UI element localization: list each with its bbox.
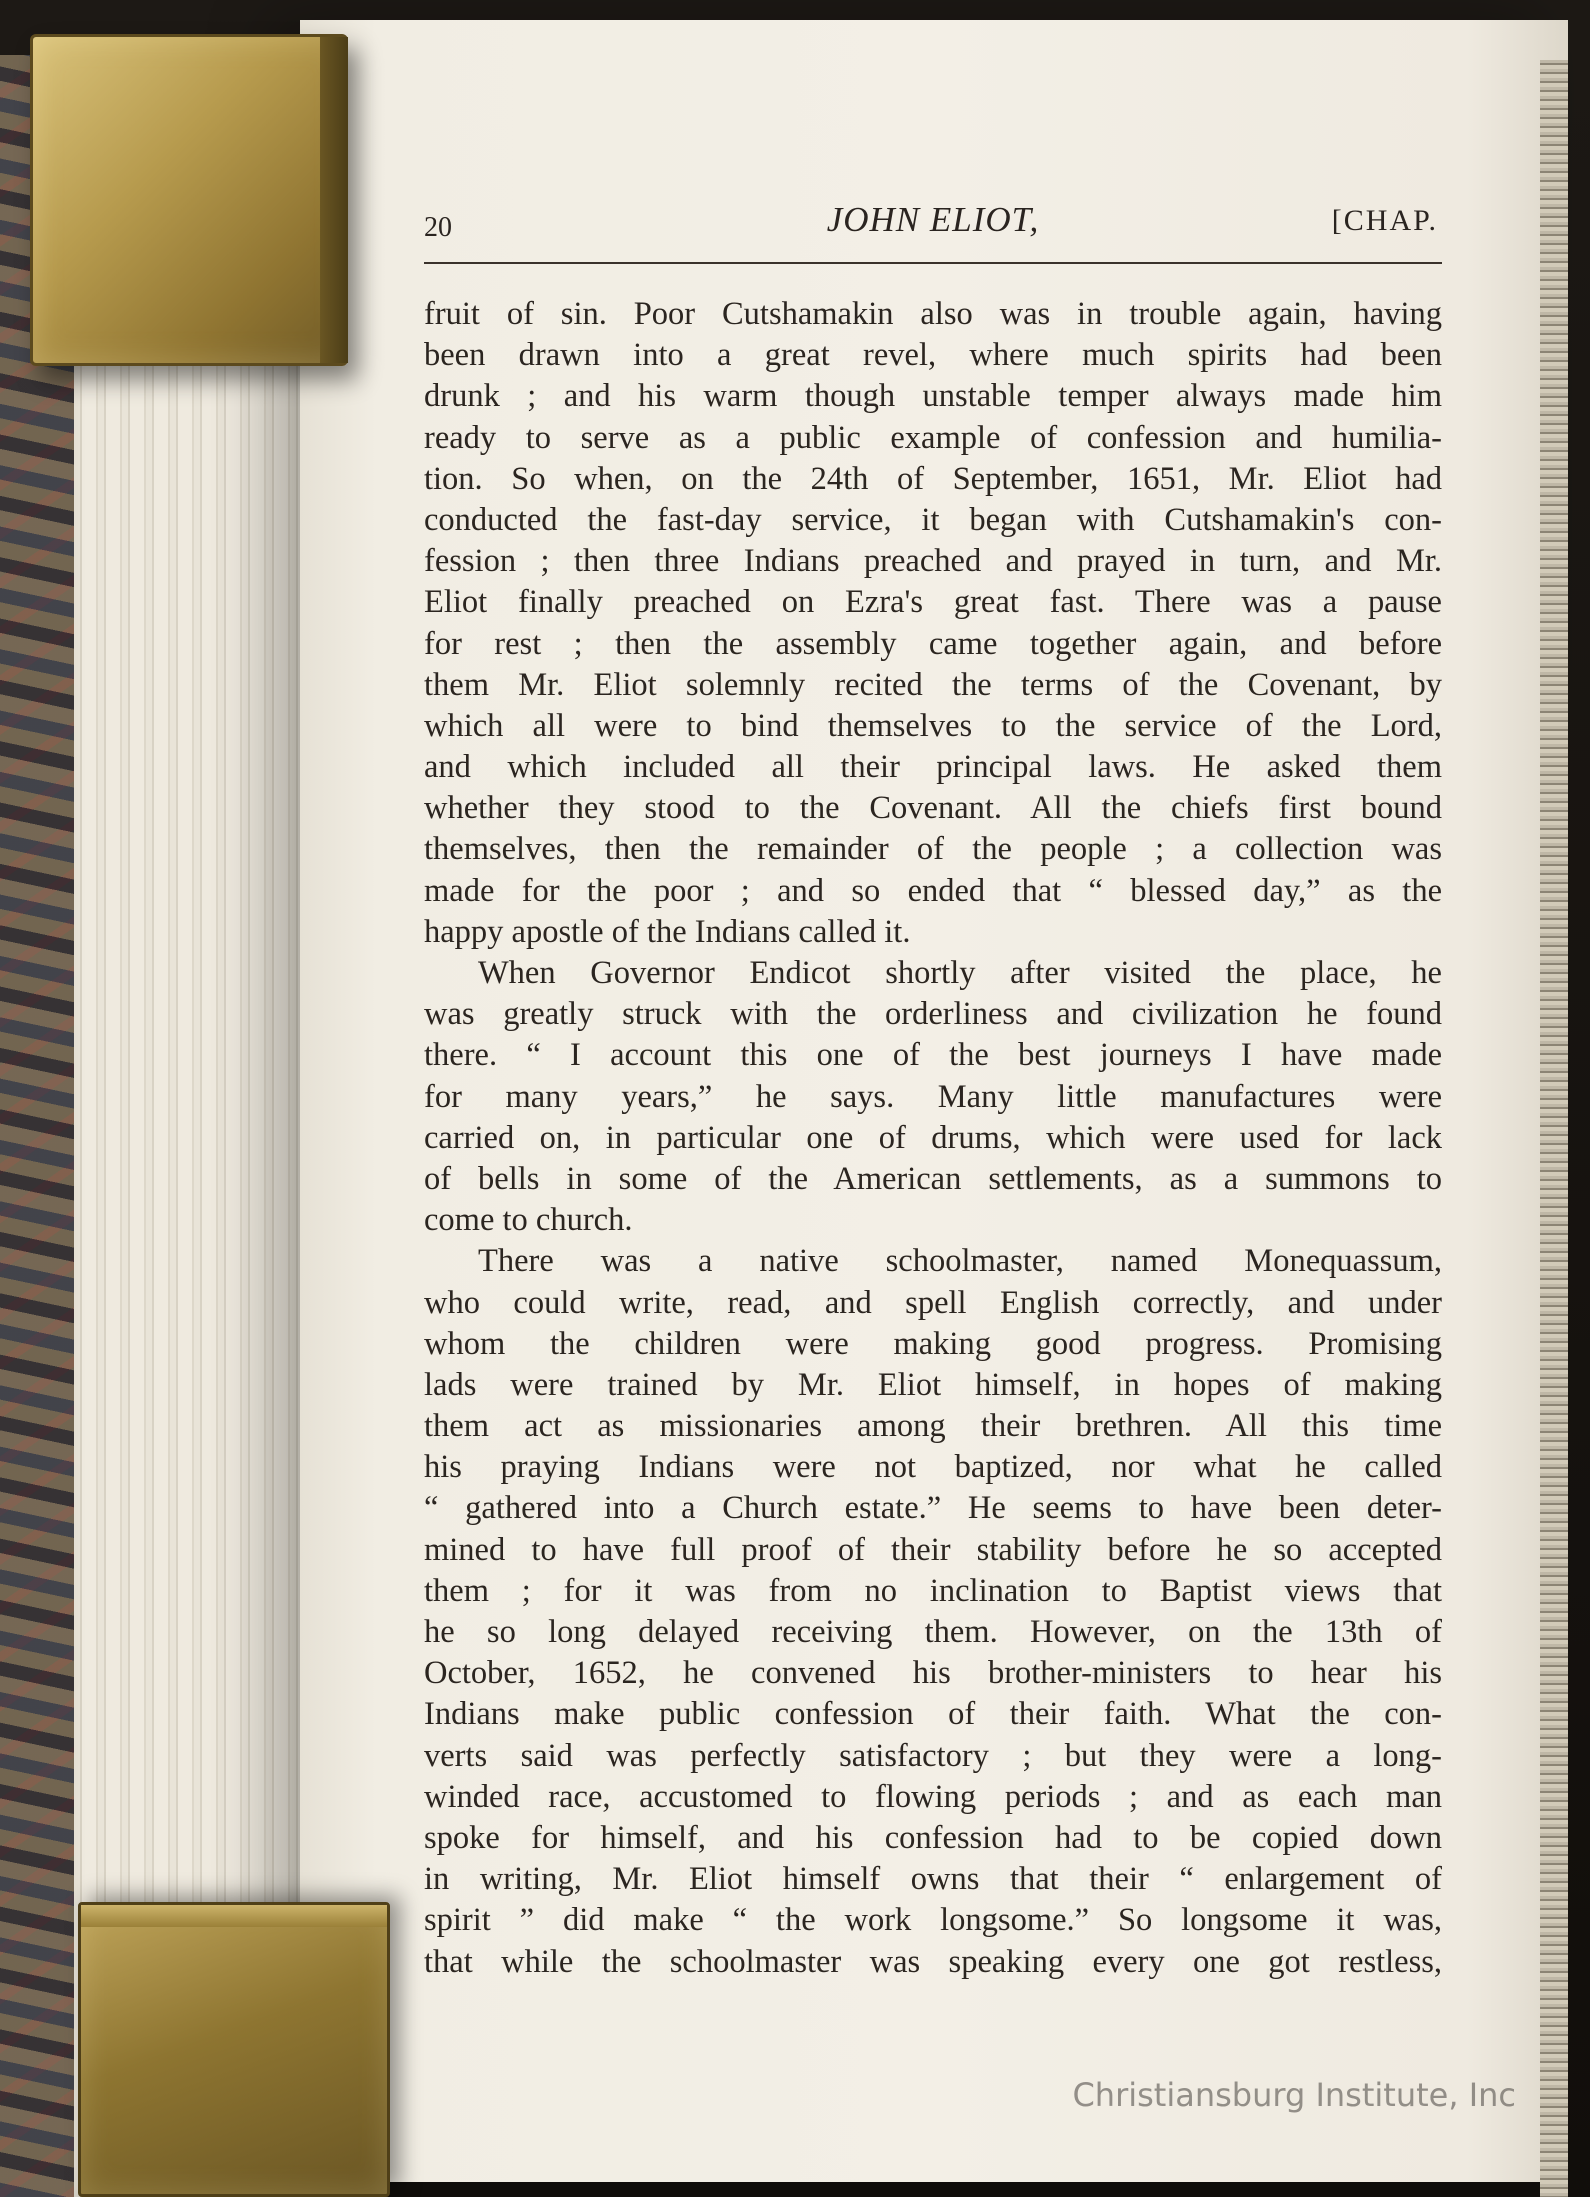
text-line: that while the schoolmaster was speaking every one got restless,: [424, 1943, 1442, 1980]
watermark: Christiansburg Institute, Inc: [1072, 2076, 1516, 2114]
text-line: of bells in some of the American settlements, as a summons to: [424, 1160, 1442, 1197]
header-rule: [424, 262, 1442, 264]
text-line: was greatly struck with the orderliness and civilization he found: [424, 996, 1442, 1033]
text-line: he so long delayed receiving them. However, on the 13th of: [424, 1614, 1442, 1650]
text-line: them ; for it was from no inclination to Baptist views that: [424, 1572, 1442, 1609]
book-title: JOHN ELIOT,: [826, 200, 1040, 239]
text-line: When Governor Endicot shortly after visited the place, he: [478, 955, 1442, 991]
text-line: them act as missionaries among their brethren. All this time: [424, 1408, 1442, 1445]
text-line: Eliot finally preached on Ezra's great fast. There was a pause: [424, 584, 1442, 621]
text-line: mined to have full proof of their stability before he so accepted: [424, 1531, 1442, 1568]
text-line: October, 1652, he convened his brother-ministers to hear his: [424, 1655, 1442, 1692]
running-head: [424, 200, 1442, 260]
text-line: verts said was perfectly satisfactory ; but they were a long-: [424, 1737, 1442, 1774]
text-line: in writing, Mr. Eliot himself owns that their “ enlargement of: [424, 1861, 1442, 1898]
page-number: 20: [424, 212, 452, 243]
text-line: them Mr. Eliot solemnly recited the terms of the Covenant, by: [424, 666, 1442, 703]
text-line: Indians make public confession of their faith. What the con-: [424, 1696, 1442, 1733]
text-line: who could write, read, and spell English correctly, and under: [424, 1284, 1442, 1321]
text-line: “ gathered into a Church estate.” He seems to have been deter-: [424, 1490, 1442, 1527]
text-line: carried on, in particular one of drums, which were used for lack: [424, 1119, 1442, 1156]
text-line: There was a native schoolmaster, named Monequassum,: [478, 1243, 1442, 1280]
text-line: ready to serve as a public example of confession and humilia-: [424, 419, 1442, 456]
marbled-cover-edge: [0, 55, 78, 2197]
text-line: drunk ; and his warm though unstable temper always made him: [424, 378, 1442, 415]
text-line: fession ; then three Indians preached and prayed in turn, and Mr.: [424, 543, 1442, 580]
page-edge: [1540, 60, 1568, 2197]
text-line: come to church.: [424, 1202, 633, 1239]
text-line: spoke for himself, and his confession had to be copied down: [424, 1819, 1442, 1856]
text-line: conducted the fast-day service, it began with Cutshamakin's con-: [424, 501, 1442, 538]
text-line: whom the children were making good progress. Promising: [424, 1325, 1442, 1362]
text-line: winded race, accustomed to flowing periods ; and as each man: [424, 1778, 1442, 1815]
text-line: lads were trained by Mr. Eliot himself, in hopes of making: [424, 1366, 1442, 1403]
text-line: which all were to bind themselves to the service of the Lord,: [424, 707, 1442, 744]
brass-clip-bottom: [78, 1902, 390, 2197]
brass-clip-top: [30, 34, 348, 366]
text-line: made for the poor ; and so ended that “ blessed day,” as the: [424, 872, 1442, 909]
text-line: whether they stood to the Covenant. All the chiefs first bound: [424, 790, 1442, 827]
text-line: and which included all their principal laws. He asked them: [424, 749, 1442, 786]
text-line: spirit ” did make “ the work longsome.” So longsome it was,: [424, 1902, 1442, 1939]
text-line: for rest ; then the assembly came together again, and before: [424, 625, 1442, 662]
body-text: [424, 294, 1442, 1983]
text-line: there. “ I account this one of the best journeys I have made: [424, 1037, 1442, 1074]
text-line: fruit of sin. Poor Cutshamakin also was in trouble again, having: [424, 296, 1442, 332]
text-line: his praying Indians were not baptized, nor what he called: [424, 1449, 1442, 1486]
text-line: for many years,” he says. Many little manufactures were: [424, 1078, 1442, 1115]
text-line: happy apostle of the Indians called it.: [424, 913, 911, 950]
chapter-mark: [CHAP.: [1331, 204, 1438, 237]
text-line: themselves, then the remainder of the people ; a collection was: [424, 831, 1442, 868]
text-line: tion. So when, on the 24th of September, 1651, Mr. Eliot had: [424, 460, 1442, 497]
text-line: been drawn into a great revel, where much spirits had been: [424, 337, 1442, 374]
